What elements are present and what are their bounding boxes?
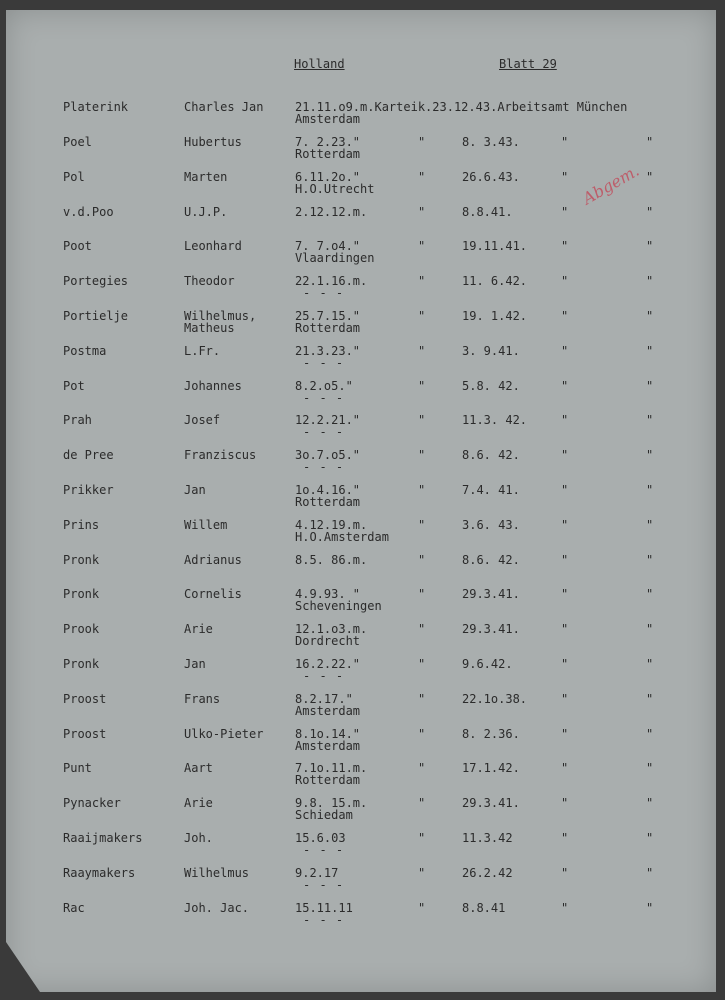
surname: Portielje [63,309,129,323]
ditto-mark: " [418,587,426,602]
table-row [6,901,716,935]
surname: Raaymakers [63,865,136,880]
card-type: Karteik. [374,100,433,114]
entry-date: 7.4. 41. [462,483,520,497]
surname: Punt [63,761,92,776]
surname: Pronk [63,587,100,602]
birth-date: 4.12.19.m. [295,517,368,532]
birth-place: H.O.Utrecht [295,181,375,196]
header-sheet-number: Blatt 29 [499,57,557,71]
entry-date: 29.3.41. [462,587,520,602]
entry-date: 26.2.42 [462,865,513,880]
entry-date: 8.6. 42. [462,448,520,463]
table-row [6,831,716,865]
entry-date: 11.3.42 [462,831,513,845]
ditto-mark: " [561,274,569,289]
first-name: Leonhard [184,239,242,254]
birth-place: Amsterdam [295,703,361,718]
table-row [6,135,716,169]
entry-date: 8. 2.36. [462,726,520,741]
ditto-mark: " [561,900,569,915]
birth-date: 15.6.03 [295,831,346,845]
ditto-mark: " [418,831,426,845]
birth-date: 16.2.22." [295,657,361,671]
birth-place: - - - [303,912,345,927]
ditto-mark: " [418,726,426,741]
ditto-mark: " [418,274,426,289]
birth-date: 12.1.o3.m. [295,622,368,637]
birth-place: - - - [303,669,345,683]
surname: Pronk [63,657,100,671]
ditto-mark: " [418,865,426,880]
entry-date: 17.1.42. [462,761,520,776]
entry-date: 8.6. 42. [462,552,520,567]
table-row [6,587,716,621]
birth-place: - - - [303,460,345,475]
ditto-mark: " [561,691,569,706]
surname: Proost [63,691,107,706]
ditto-mark: " [418,204,426,219]
ditto-mark: " [561,622,569,637]
ditto-mark: " [418,343,426,358]
birth-date: 9.2.17 [295,865,339,880]
ditto-mark: " [646,239,654,254]
entry-date: 9.6.42. [462,657,513,671]
surname: de Pree [63,448,114,463]
table-row [6,727,716,761]
birth-place: - - - [303,390,345,405]
first-name: Jan [184,657,206,671]
table-row [6,692,716,726]
surname: Proost [63,726,107,741]
entry-date: 8.8.41 [462,900,506,915]
ditto-mark: " [561,309,569,323]
surname: v.d.Poo [63,204,114,219]
ditto-mark: " [561,587,569,602]
table-row [6,866,716,900]
table-row [6,796,716,830]
ditto-mark: " [418,239,426,254]
ditto-mark: " [646,309,654,323]
ditto-mark: " [418,622,426,637]
birth-date: 3o.7.o5." [295,448,361,463]
entry-date: 11.3. 42. [462,413,528,428]
table-row [6,379,716,413]
birth-place: - - - [303,843,345,857]
first-name: Cornelis [184,587,242,602]
ditto-mark: " [418,135,426,149]
birth-date: 8.2.17." [295,691,353,706]
surname: Prah [63,413,92,428]
torn-corner [6,942,40,992]
ditto-mark: " [646,657,654,671]
ditto-mark: " [418,483,426,497]
first-name: Marten [184,169,228,184]
ditto-mark: " [561,865,569,880]
ditto-mark: " [418,413,426,428]
first-name: Wilhelmus [184,865,250,880]
first-name: Franziscus [184,448,257,463]
surname: Pynacker [63,796,121,811]
ditto-mark: " [418,552,426,567]
entry-date: 3. 9.41. [462,343,520,358]
ditto-mark: " [418,448,426,463]
ditto-mark: " [646,517,654,532]
entry-date: 19. 1.42. [462,309,528,323]
birth-place: Amsterdam [295,738,361,753]
ditto-mark: " [561,517,569,532]
table-row [6,344,716,378]
birth-date: 8.1o.14." [295,726,361,741]
ditto-mark: " [646,169,654,184]
ditto-mark: " [418,657,426,671]
table-row [6,518,716,552]
birth-date: 7. 2.23." [295,135,361,149]
surname: Raaijmakers [63,831,143,845]
table-row [6,413,716,447]
table-row [6,761,716,795]
entry-date: 8.8.41. [462,204,513,219]
ditto-mark: " [646,726,654,741]
birth-place: Rotterdam [295,773,361,788]
table-row [6,622,716,656]
first-name: Frans [184,691,221,706]
birth-date: 15.11.11 [295,900,353,915]
birth-place: Vlaardingen [295,251,375,266]
surname: Poot [63,239,92,254]
birth-place: - - - [303,425,345,440]
labour-office: Arbeitsamt München [497,100,628,114]
ditto-mark: " [561,657,569,671]
table-row [6,483,716,517]
surname: Prook [63,622,100,637]
ditto-mark: " [561,761,569,776]
ditto-mark: " [418,378,426,393]
birth-date: 22.1.16.m. [295,274,368,289]
first-name: U.J.P. [184,204,228,219]
ditto-mark: " [646,483,654,497]
surname: Prins [63,517,100,532]
surname: Poel [63,135,92,149]
ditto-mark: " [561,552,569,567]
ditto-mark: " [418,900,426,915]
ditto-mark: " [561,448,569,463]
ditto-mark: " [561,796,569,811]
birth-date: 1o.4.16." [295,483,361,497]
first-name: Jan [184,483,206,497]
surname: Pol [63,169,85,184]
birth-date: 9.8. 15.m. [295,796,368,811]
ditto-mark: " [418,169,426,184]
surname: Platerink [63,100,129,114]
ditto-mark: " [561,378,569,393]
ditto-mark: " [646,865,654,880]
ditto-mark: " [418,761,426,776]
birth-date: 4.9.93. " [295,587,361,602]
first-name: Arie [184,796,213,811]
birth-date: 2.12.12.m. [295,204,368,219]
birth-value: 21.11.o9.m. [295,100,375,114]
entry-date: 22.1o.38. [462,691,528,706]
ditto-mark: " [646,831,654,845]
entry-date: 3.6. 43. [462,517,520,532]
ditto-mark: " [646,552,654,567]
first-name: Joh. [184,831,213,845]
birth-place: Rotterdam [295,495,361,509]
entry-date: 23.12.43. [432,100,498,114]
ditto-mark: " [646,900,654,915]
birth-place: Schiedam [295,808,353,823]
birth-place: Rotterdam [295,147,361,161]
birth-place: - - - [303,286,345,301]
table-row [6,239,716,273]
ditto-mark: " [561,135,569,149]
birth-date: 7. 7.o4." [295,239,361,254]
ditto-mark: " [646,448,654,463]
ditto-mark: " [561,413,569,428]
ditto-mark: " [646,587,654,602]
first-name: L.Fr. [184,343,221,358]
first-name: Theodor [184,274,235,289]
ditto-mark: " [418,517,426,532]
birth-date: 7.1o.11.m. [295,761,368,776]
ditto-mark: " [646,413,654,428]
birth-date: 21.3.23." [295,343,361,358]
ditto-mark: " [561,169,569,184]
birth-date: 8.5. 86.m. [295,552,368,567]
table-row [6,657,716,691]
surname: Portegies [63,274,129,289]
table-row [6,274,716,308]
surname: Rac [63,900,85,915]
ditto-mark: " [561,204,569,219]
birth-place: Dordrecht [295,634,361,649]
table-row [6,309,716,343]
ditto-mark: " [561,343,569,358]
birth-place: Amsterdam [295,112,361,126]
birth-date: 12.2.21." [295,413,361,428]
ditto-mark: " [646,622,654,637]
table-row [6,448,716,482]
first-name: Aart [184,761,213,776]
first-name: Ulko-Pieter [184,726,264,741]
ditto-mark: " [646,204,654,219]
entry-date: 29.3.41. [462,796,520,811]
birth-date: 25.7.15." [295,309,361,323]
first-name: Charles Jan [184,100,264,114]
ditto-mark: " [561,726,569,741]
entry-date: 5.8. 42. [462,378,520,393]
ditto-mark: " [646,796,654,811]
document-sheet [6,10,716,992]
entry-date: 26.6.43. [462,169,520,184]
surname: Pot [63,378,85,393]
first-name: Hubertus [184,135,242,149]
ditto-mark: " [418,309,426,323]
birth-place: - - - [303,355,345,370]
birth-place: - - - [303,877,345,892]
entry-date: 19.11.41. [462,239,528,254]
table-row [6,553,716,587]
ditto-mark: " [646,274,654,289]
entry-date: 29.3.41. [462,622,520,637]
surname: Prikker [63,483,114,497]
birth-place: H.O.Amsterdam [295,529,389,544]
ditto-mark: " [561,831,569,845]
ditto-mark: " [646,378,654,393]
first-name: Josef [184,413,221,428]
ditto-mark: " [561,483,569,497]
birth-date: 8.2.o5." [295,378,353,393]
ditto-mark: " [646,691,654,706]
ditto-mark: " [646,135,654,149]
first-name: Joh. Jac. [184,900,250,915]
entry-date: 8. 3.43. [462,135,520,149]
first-name: Adrianus [184,552,242,567]
birth-place: Rotterdam [295,321,361,335]
handwritten-note: Abgem. [579,160,643,209]
table-row [6,205,716,239]
surname: Postma [63,343,107,358]
ditto-mark: " [418,691,426,706]
ditto-mark: " [646,343,654,358]
first-name-2: Matheus [184,321,235,335]
first-name: Willem [184,517,228,532]
first-name: Wilhelmus, [184,309,257,323]
header-country: Holland [294,57,345,71]
ditto-mark: " [561,239,569,254]
first-name: Arie [184,622,213,637]
ditto-mark: " [646,761,654,776]
table-row [6,100,716,134]
surname: Pronk [63,552,100,567]
ditto-mark: " [418,796,426,811]
entry-date: 11. 6.42. [462,274,528,289]
birth-date: 6.11.2o." [295,169,361,184]
birth-place: Scheveningen [295,599,382,614]
first-name: Johannes [184,378,242,393]
